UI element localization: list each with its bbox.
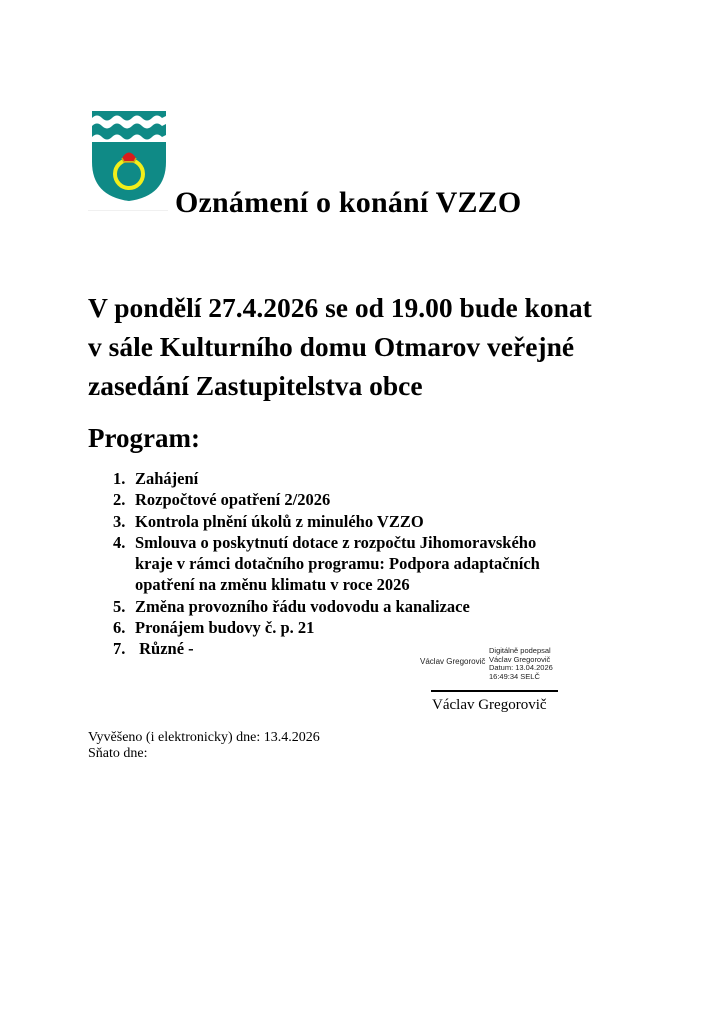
- agenda-item-text: Rozpočtové opatření 2/2026: [135, 490, 331, 510]
- signature-detail-line: Datum: 13.04.2026: [489, 663, 553, 672]
- signature-detail-line: Václav Gregorovič: [489, 654, 551, 664]
- signature-line: [431, 690, 558, 692]
- document-title: Oznámení o konání VZZO: [175, 186, 522, 219]
- signature-detail-line: Digitálně podepsal: [489, 646, 551, 655]
- agenda-item-number: 7.: [113, 639, 126, 659]
- agenda-item: [113, 468, 555, 489]
- agenda-item-text: Různé -: [135, 639, 194, 659]
- agenda-list: [113, 468, 555, 660]
- agenda-item-text: Změna provozního řádu vodovodu a kanalizace: [135, 596, 470, 616]
- headline-line-1: V pondělí 27.4.2026 se od 19.00 bude konat: [88, 292, 592, 323]
- signature-detail-line: 16:49:34 SELČ: [489, 671, 540, 681]
- agenda-item: [113, 532, 555, 596]
- agenda-item: [113, 617, 555, 638]
- municipal-coat-of-arms: [91, 110, 167, 202]
- agenda-item: [113, 489, 555, 510]
- agenda-item-number: 4.: [113, 532, 126, 552]
- agenda-item-number: 1.: [113, 469, 126, 488]
- posting-info: [88, 730, 320, 762]
- digital-signature-details: [489, 647, 553, 681]
- removed-date: Sňato dne:: [88, 746, 148, 761]
- agenda-item-number: 6.: [113, 618, 126, 638]
- agenda-item: [113, 596, 555, 617]
- posted-date: Vyvěšeno (i elektronicky) dne: 13.4.2026: [88, 730, 320, 745]
- agenda-item: [113, 511, 555, 532]
- agenda-item-text: Kontrola plnění úkolů z minulého VZZO: [135, 511, 424, 531]
- agenda-item-number: 2.: [113, 490, 126, 510]
- divider: [88, 210, 168, 211]
- agenda-item-number: 5.: [113, 596, 126, 616]
- digital-signature-name: Václav Gregorovič: [420, 657, 486, 666]
- signatory-name: Václav Gregorovič: [432, 697, 547, 713]
- agenda-item-text: Zahájení: [135, 469, 199, 488]
- headline-line-2: v sále Kulturního domu Otmarov veřejné: [88, 331, 575, 362]
- agenda-item-number: 3.: [113, 511, 126, 531]
- agenda-item-text: Smlouva o poskytnutí dotace z rozpočtu Jihomoravského kraje v rámci dotačního programu: Podpora adaptačních opatření na změnu klimatu v roce 2026: [135, 532, 540, 595]
- agenda-item-text: Pronájem budovy č. p. 21: [135, 618, 315, 638]
- headline-line-3: zasedání Zastupitelstva obce: [88, 370, 423, 401]
- program-heading: Program:: [88, 423, 200, 453]
